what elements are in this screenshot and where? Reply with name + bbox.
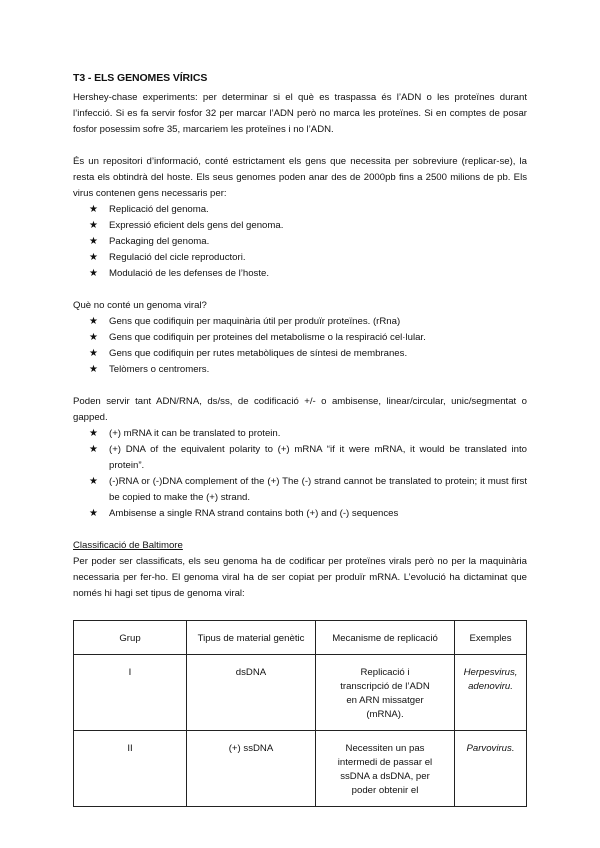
star-bullet-icon: ★ xyxy=(89,476,98,487)
list-item: ★ Gens que codifiquin per proteines del metabolisme o la respiració cel·lular. xyxy=(73,330,527,346)
baltimore-paragraph: Per poder ser classificats, els seu genoma ha de codificar per proteïnes virals però no per la maquinària necessaria per fer-ho. El genoma viral ha de ser copiat per produïr mRNA. L’evolució ha dictaminat que només hi hagi set tipus de genoma viral: xyxy=(73,556,527,599)
list-item: ★ Telòmers o centromers. xyxy=(73,362,527,378)
list-item: ★ Modulació de les defenses de l’hoste. xyxy=(73,266,527,282)
table-cell: (+) ssDNA xyxy=(187,731,316,807)
list-item: ★ (+) mRNA it can be translated to protein. xyxy=(73,426,527,442)
list-item: ★ Gens que codifiquin per maquinària útil per produïr proteïnes. (rRna) xyxy=(73,314,527,330)
table-header-row xyxy=(74,621,527,655)
star-bullet-icon: ★ xyxy=(89,204,98,215)
star-bullet-icon: ★ xyxy=(89,332,98,343)
list-item: ★ Replicació del genoma. xyxy=(73,202,527,218)
list-item: ★ Expressió eficient dels gens del genoma. xyxy=(73,218,527,234)
list-item: ★ (-)RNA or (-)DNA complement of the (+) The (-) strand cannot be translated to protein; it must first be copied to make the (+) strand. xyxy=(89,476,527,503)
table-cell xyxy=(316,655,455,731)
table-header-cell: Tipus de material genètic xyxy=(187,621,316,655)
types-paragraph: Poden servir tant ADN/RNA, ds/ss, de codificació +/- o ambisense, linear/circular, unic/segmentat o gapped. xyxy=(73,396,527,423)
list-item: ★ Gens que codifiquin per rutes metabòliques de síntesi de membranes. xyxy=(73,346,527,362)
star-bullet-icon: ★ xyxy=(89,364,98,375)
table-cell: II xyxy=(74,731,187,807)
not-contained-list xyxy=(73,314,527,378)
table-cell: dsDNA xyxy=(187,655,316,731)
star-bullet-icon: ★ xyxy=(89,268,98,279)
table-cell: Parvovirus. xyxy=(455,731,527,807)
table-cell-text: Necessiten un pas intermedi de passar el ssDNA a dsDNA, per poder obtenir el xyxy=(337,743,433,796)
genes-needed-list xyxy=(73,202,527,282)
star-bullet-icon: ★ xyxy=(89,508,98,519)
star-bullet-icon: ★ xyxy=(89,252,98,263)
list-item: ★ Packaging del genoma. xyxy=(73,234,527,250)
not-contained-heading: Què no conté un genoma viral? xyxy=(73,300,207,311)
list-item: ★ Ambisense a single RNA strand contains both (+) and (-) sequences xyxy=(73,506,527,522)
table-cell: I xyxy=(74,655,187,731)
star-bullet-icon: ★ xyxy=(89,348,98,359)
baltimore-table xyxy=(73,620,527,807)
table-cell-text: Replicació i transcripció de l’ADN en ARN missatger (mRNA). xyxy=(340,667,430,720)
types-list xyxy=(73,426,527,522)
table-header-cell: Mecanisme de replicació xyxy=(316,621,455,655)
document-title: T3 - ELS GENOMES VÍRICS xyxy=(73,72,208,84)
list-item: ★ Regulació del cicle reproductori. xyxy=(73,250,527,266)
table-row xyxy=(74,731,527,807)
star-bullet-icon: ★ xyxy=(89,316,98,327)
document-page xyxy=(73,70,527,807)
star-bullet-icon: ★ xyxy=(89,444,98,455)
star-bullet-icon: ★ xyxy=(89,220,98,231)
star-bullet-icon: ★ xyxy=(89,428,98,439)
table-cell: Herpesvirus, adenoviru. xyxy=(455,655,527,731)
table-header-cell: Grup xyxy=(74,621,187,655)
repository-paragraph: És un repositori d’informació, conté estrictament els gens que necessita per sobreviure (replicar-se), la resta els obtindrà del hoste. Els seus genomes poden anar des de 2000pb fins a 2500 milions de pb. Els virus contenen gens necessaris per: xyxy=(73,156,527,199)
table-header-cell: Exemples xyxy=(455,621,527,655)
star-bullet-icon: ★ xyxy=(89,236,98,247)
table-row xyxy=(74,655,527,731)
intro-paragraph: Hershey-chase experiments: per determinar si el què es traspassa és l’ADN o les proteïnes durant l’infecció. Si es fa servir fosfor 32 per marcar l’ADN però no marca les proteïnes. Si en comptes de posar fosfor posessim sofre 35, marcariem les proteïnes i no l’ADN. xyxy=(73,92,527,135)
list-item: ★ (+) DNA of the equivalent polarity to (+) mRNA “if it were mRNA, it would be translated into protein”. xyxy=(89,444,527,471)
table-cell xyxy=(316,731,455,807)
baltimore-heading: Classificació de Baltimore xyxy=(73,540,183,551)
